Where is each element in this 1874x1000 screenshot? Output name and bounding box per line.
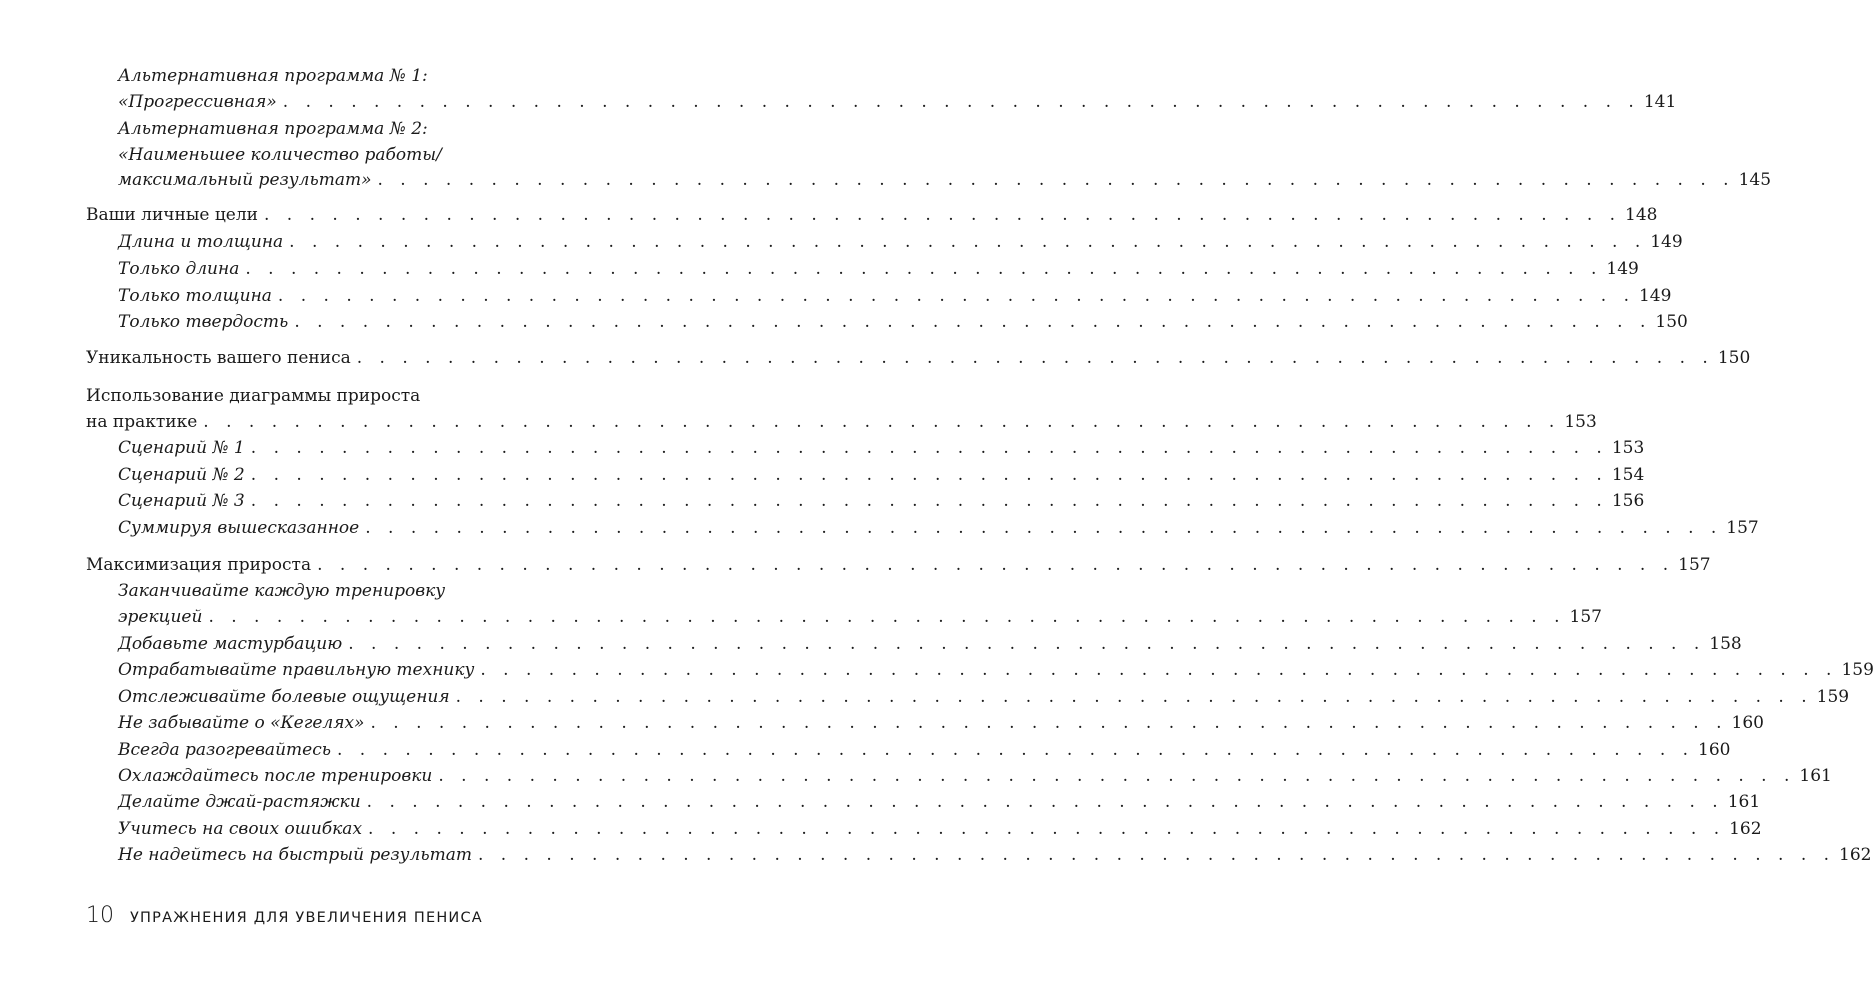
toc-subentry	[118, 168, 1772, 192]
toc-entry-page: 149	[1650, 232, 1683, 252]
toc-entry	[86, 410, 1597, 434]
toc-subentry	[118, 230, 1683, 254]
toc-entry-title: Заканчивайте каждую тренировку	[118, 581, 446, 601]
toc-entry	[86, 553, 1711, 577]
page-footer	[86, 903, 483, 928]
toc-entry-page: 154	[1611, 465, 1645, 485]
toc-entry-page: 150	[1655, 312, 1688, 332]
toc-entry-title: Только толщина	[118, 286, 272, 306]
toc-entry-title: Длина и толщина	[118, 232, 284, 252]
dot-leader: . . . . . . . . . . . . . . . . . . . . . . . . . . . . . . . . . . . . . . . . . . . . . . . . . . . . . . . . . . . .	[377, 170, 1735, 190]
dot-leader: . . . . . . . . . . . . . . . . . . . . . . . . . . . . . . . . . . . . . . . . . . . . . . . . . . . . . . . . . . . .	[294, 312, 1652, 332]
toc-entry-title: Ваши личные цели	[86, 205, 258, 225]
dot-leader: . . . . . . . . . . . . . . . . . . . . . . . . . . . . . . . . . . . . . . . . . . . . . . . . . . . . . . . . . . . .	[370, 713, 1728, 733]
toc-entry-page: 145	[1738, 170, 1772, 190]
toc-entry-page: 148	[1625, 205, 1658, 225]
toc-entry-title: Только длина	[118, 259, 240, 279]
running-title: УПРАЖНЕНИЯ ДЛЯ УВЕЛИЧЕНИЯ ПЕНИСА	[130, 910, 483, 926]
toc-subentry	[118, 738, 1731, 762]
toc-subentry	[118, 284, 1672, 308]
toc-subentry	[118, 711, 1764, 735]
toc-entry-page: 159	[1816, 687, 1850, 707]
toc-subentry	[118, 605, 1602, 629]
dot-leader: . . . . . . . . . . . . . . . . . . . . . . . . . . . . . . . . . . . . . . . . . . . . . . . . . . . . . . . . . . . .	[282, 92, 1640, 112]
toc-entry-title: Охлаждайтесь после тренировки	[118, 766, 433, 786]
toc-entry-page: 161	[1727, 792, 1761, 812]
toc-subentry	[118, 489, 1645, 513]
dot-leader: . . . . . . . . . . . . . . . . . . . . . . . . . . . . . . . . . . . . . . . . . . . . . . . . . . . . . . . . . . . .	[438, 766, 1796, 786]
toc-entry-title: «Прогрессивная»	[118, 92, 277, 112]
toc-entry-page: 162	[1729, 819, 1762, 839]
toc-entry-title: на практике	[86, 412, 198, 432]
toc-entry-title: Делайте джай-растяжки	[118, 792, 361, 812]
dot-leader: . . . . . . . . . . . . . . . . . . . . . . . . . . . . . . . . . . . . . . . . . . . . . . . . . . . . . . . . . . . .	[455, 687, 1813, 707]
page-number: 10	[86, 903, 114, 928]
dot-leader: . . . . . . . . . . . . . . . . . . . . . . . . . . . . . . . . . . . . . . . . . . . . . . . . . . . . . . . . . . . .	[477, 845, 1836, 865]
toc-entry-title: Не надейтесь на быстрый результат	[118, 845, 472, 865]
toc-entry-title: Сценарий № 1	[118, 438, 245, 458]
toc-subentry	[118, 310, 1688, 334]
toc-entry-page: 160	[1731, 713, 1764, 733]
toc-entry-title: Сценарий № 2	[118, 465, 245, 485]
dot-leader: . . . . . . . . . . . . . . . . . . . . . . . . . . . . . . . . . . . . . . . . . . . . . . . . . . . . . . . . . . . .	[250, 438, 1608, 458]
dot-leader: . . . . . . . . . . . . . . . . . . . . . . . . . . . . . . . . . . . . . . . . . . . . . . . . . . . . . . . . . . . .	[336, 740, 1695, 760]
toc-entry-title: Использование диаграммы прироста	[86, 386, 421, 406]
toc-entry-title: эрекцией	[118, 607, 203, 627]
toc-subentry	[118, 579, 560, 603]
dot-leader: . . . . . . . . . . . . . . . . . . . . . . . . . . . . . . . . . . . . . . . . . . . . . . . . . . . . . . . . . . . .	[245, 259, 1603, 279]
toc-entry-page: 150	[1717, 348, 1751, 368]
toc-subentry	[118, 843, 1872, 867]
toc-entry-page: 160	[1698, 740, 1731, 760]
toc-entry	[86, 384, 560, 408]
toc-entry-page: 149	[1638, 286, 1672, 306]
dot-leader: . . . . . . . . . . . . . . . . . . . . . . . . . . . . . . . . . . . . . . . . . . . . . . . . . . . . . . . . . . . .	[250, 491, 1608, 511]
toc-entry-title: Учитесь на своих ошибках	[118, 819, 363, 839]
toc-subentry	[118, 64, 560, 88]
toc-subentry	[118, 257, 1639, 281]
toc-entry	[86, 203, 1658, 227]
toc-entry-title: Отрабатывайте правильную технику	[118, 660, 475, 680]
toc-subentry	[118, 685, 1850, 709]
toc-entry-title: Добавьте мастурбацию	[118, 634, 343, 654]
toc-entry-page: 162	[1839, 845, 1872, 865]
toc-entry-page: 157	[1678, 555, 1711, 575]
toc-subentry	[118, 436, 1645, 460]
toc-entry-title: Отслеживайте болевые ощущения	[118, 687, 450, 707]
dot-leader: . . . . . . . . . . . . . . . . . . . . . . . . . . . . . . . . . . . . . . . . . . . . . . . . . . . . . . . . . . . .	[356, 348, 1714, 368]
dot-leader: . . . . . . . . . . . . . . . . . . . . . . . . . . . . . . . . . . . . . . . . . . . . . . . . . . . . . . . . . . . .	[480, 660, 1838, 680]
toc-entry-title: Альтернативная программа № 1:	[118, 66, 428, 86]
dot-leader: . . . . . . . . . . . . . . . . . . . . . . . . . . . . . . . . . . . . . . . . . . . . . . . . . . . . . . . . . . . .	[366, 792, 1724, 812]
toc-subentry	[118, 817, 1762, 841]
dot-leader: . . . . . . . . . . . . . . . . . . . . . . . . . . . . . . . . . . . . . . . . . . . . . . . . . . . . . . . . . . . .	[368, 819, 1726, 839]
toc-entry-page: 158	[1709, 634, 1742, 654]
dot-leader: . . . . . . . . . . . . . . . . . . . . . . . . . . . . . . . . . . . . . . . . . . . . . . . . . . . . . . . . . . . .	[203, 412, 1561, 432]
toc-entry-page: 149	[1606, 259, 1639, 279]
dot-leader: . . . . . . . . . . . . . . . . . . . . . . . . . . . . . . . . . . . . . . . . . . . . . . . . . . . . . . . . . . . .	[317, 555, 1675, 575]
toc-subentry	[118, 463, 1645, 487]
toc-entry-title: Альтернативная программа № 2:	[118, 119, 428, 139]
toc-entry-title: Сценарий № 3	[118, 491, 245, 511]
toc-entry-page: 161	[1799, 766, 1832, 786]
dot-leader: . . . . . . . . . . . . . . . . . . . . . . . . . . . . . . . . . . . . . . . . . . . . . . . . . . . . . . . . . . . .	[263, 205, 1622, 225]
dot-leader: . . . . . . . . . . . . . . . . . . . . . . . . . . . . . . . . . . . . . . . . . . . . . . . . . . . . . . . . . . . .	[208, 607, 1566, 627]
toc-entry-page: 153	[1611, 438, 1645, 458]
toc-entry-title: Уникальность вашего пениса	[86, 348, 351, 368]
dot-leader: . . . . . . . . . . . . . . . . . . . . . . . . . . . . . . . . . . . . . . . . . . . . . . . . . . . . . . . . . . . .	[289, 232, 1647, 252]
toc-subentry	[118, 790, 1761, 814]
toc-subentry	[118, 764, 1832, 788]
dot-leader: . . . . . . . . . . . . . . . . . . . . . . . . . . . . . . . . . . . . . . . . . . . . . . . . . . . . . . . . . . . .	[277, 286, 1635, 306]
toc-entry-page: 159	[1841, 660, 1874, 680]
toc-entry-title: максимальный результат»	[118, 170, 372, 190]
toc-entry	[86, 346, 1751, 370]
toc-entry-title: Всегда разогревайтесь	[118, 740, 331, 760]
dot-leader: . . . . . . . . . . . . . . . . . . . . . . . . . . . . . . . . . . . . . . . . . . . . . . . . . . . . . . . . . . . .	[348, 634, 1706, 654]
dot-leader: . . . . . . . . . . . . . . . . . . . . . . . . . . . . . . . . . . . . . . . . . . . . . . . . . . . . . . . . . . . .	[365, 518, 1723, 538]
toc-subentry	[118, 90, 1677, 114]
toc-entry-page: 157	[1726, 518, 1759, 538]
toc-entry-page: 153	[1564, 412, 1597, 432]
toc-subentry	[118, 143, 560, 167]
toc-entry-title: «Наименьшее количество работы/	[118, 145, 442, 165]
toc-entry-title: Только твердость	[118, 312, 289, 332]
toc-subentry	[118, 117, 560, 141]
toc-entry-page: 156	[1611, 491, 1645, 511]
toc-entry-page: 157	[1569, 607, 1602, 627]
dot-leader: . . . . . . . . . . . . . . . . . . . . . . . . . . . . . . . . . . . . . . . . . . . . . . . . . . . . . . . . . . . .	[250, 465, 1608, 485]
toc-subentry	[118, 632, 1742, 656]
toc-entry-title: Не забывайте о «Кегелях»	[118, 713, 365, 733]
toc-entry-title: Суммируя вышесказанное	[118, 518, 360, 538]
toc-entry-title: Максимизация прироста	[86, 555, 312, 575]
toc-subentry	[118, 516, 1759, 540]
toc-entry-page: 141	[1643, 92, 1677, 112]
toc-subentry	[118, 658, 1874, 682]
